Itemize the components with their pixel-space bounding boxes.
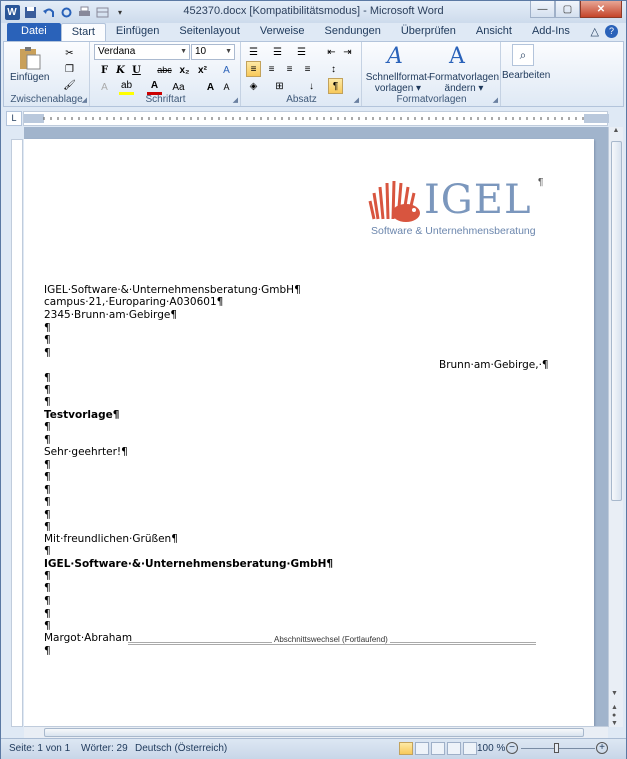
paragraph-line: ¶ (44, 396, 51, 408)
paragraph-line: Mit·freundlichen·Grüßen¶ (44, 533, 178, 545)
highlight-icon[interactable]: ab (119, 79, 134, 95)
paragraph-line: ¶ (44, 322, 51, 334)
paragraph-launcher-icon[interactable]: ◢ (353, 97, 359, 104)
bold-button[interactable]: F (100, 64, 109, 76)
paragraph-line: IGEL·Software·&·Unternehmensberatung·GmbH¶ (44, 284, 301, 296)
strikethrough-button[interactable]: abc (157, 65, 172, 75)
vertical-ruler[interactable] (11, 139, 23, 727)
sort-icon[interactable]: ↓ (309, 80, 314, 92)
align-right-button[interactable]: ≡ (286, 63, 293, 75)
change-styles-button[interactable]: Formatvorlagen ändern ▾ (429, 72, 500, 94)
paragraph-line: ¶ (44, 347, 51, 359)
change-styles-icon[interactable]: A (449, 44, 465, 69)
document-page[interactable] (24, 139, 594, 726)
paragraph-line: ¶ (44, 645, 51, 657)
window-title: 452370.docx [Kompatibilitätsmodus] - Microsoft Word (183, 5, 444, 17)
zoom-in-icon[interactable]: + (596, 742, 608, 754)
paragraph-line: 2345·Brunn·am·Gebirge¶ (44, 309, 177, 321)
italic-button[interactable]: K (116, 64, 125, 76)
line-spacing-icon[interactable]: ↕ (331, 63, 336, 75)
numbering-icon[interactable]: ☰ (273, 46, 282, 58)
font-launcher-icon[interactable]: ◢ (232, 97, 238, 104)
paragraph-line: ¶ (44, 509, 51, 521)
window-controls (530, 1, 622, 18)
igel-logo (368, 177, 558, 239)
logo-wordmark: IGEL (424, 177, 532, 223)
ribbon-tabs (1, 23, 626, 42)
minimize-ribbon-icon[interactable]: △ (590, 26, 599, 38)
quick-styles-icon[interactable]: A (387, 44, 403, 69)
paragraph-line: ¶ (44, 384, 51, 396)
maximize-button[interactable]: ▢ (555, 1, 580, 18)
multilevel-list-icon[interactable]: ☰ (297, 46, 306, 58)
view-buttons (399, 742, 477, 755)
font-label: Schriftart (145, 94, 186, 105)
close-button[interactable]: ✕ (580, 1, 622, 18)
status-bar (1, 738, 626, 759)
print-layout-icon[interactable] (399, 742, 413, 755)
paragraph-line: ¶ (44, 459, 51, 471)
zoom-level[interactable]: 100 % (477, 743, 506, 754)
paste-icon[interactable] (18, 45, 42, 74)
paragraph-line: ¶ (44, 471, 51, 483)
paragraph-line: campus·21,·Europaring·A030601¶ (44, 296, 224, 308)
clear-formatting-icon[interactable]: A (223, 64, 230, 76)
paragraph-line: ¶ (44, 521, 51, 533)
section-break-label: Abschnittswechsel (Fortlaufend) (274, 635, 388, 644)
styles-group (363, 42, 501, 106)
vertical-scroll-thumb[interactable] (611, 141, 622, 501)
horizontal-scrollbar[interactable] (24, 726, 608, 738)
document-area (24, 127, 608, 726)
show-formatting-button[interactable]: ¶ (328, 78, 343, 94)
date-line: Brunn·am·Gebirge,·¶ (439, 359, 549, 371)
binoculars-icon[interactable]: ⌕ (512, 44, 534, 66)
draft-icon[interactable] (463, 742, 477, 755)
copy-icon[interactable]: ❐ (65, 63, 74, 75)
clipboard-label: Zwischenablage (10, 94, 83, 105)
paragraph-line: ¶ (44, 496, 51, 508)
paste-button[interactable]: Einfügen (10, 72, 50, 83)
justify-button[interactable]: ≡ (304, 63, 311, 75)
tab-selector[interactable]: L (6, 111, 22, 126)
font-group (91, 42, 241, 106)
paragraph-line: ¶ (44, 582, 51, 594)
editing-button[interactable]: Bearbeiten (502, 70, 551, 81)
tab-add-ins[interactable]: Add-Ins (531, 25, 570, 37)
quick-styles-button[interactable]: Schnellformat- vorlagen ▾ (365, 72, 431, 94)
superscript-button[interactable]: x² (198, 64, 207, 76)
text-effects-icon[interactable]: A (101, 81, 108, 93)
decrease-indent-icon[interactable]: ⇤ (327, 46, 336, 58)
paragraph-line: Testvorlage¶ (44, 409, 120, 421)
paragraph-line: ¶ (44, 608, 51, 620)
ribbon-help-area (591, 25, 618, 38)
full-screen-reading-icon[interactable] (415, 742, 429, 755)
page-count[interactable]: Seite: 1 von 1 (9, 743, 71, 754)
underline-button[interactable]: U (132, 64, 141, 76)
paragraph-group (242, 42, 362, 106)
logo-subtitle: Software & Unternehmensberatung (371, 225, 536, 237)
styles-launcher-icon[interactable]: ◢ (492, 97, 498, 104)
font-color-icon[interactable]: A (147, 79, 162, 95)
paragraph-line: ¶ (44, 434, 51, 446)
paragraph-line: ¶ (44, 545, 51, 557)
grow-font-icon[interactable]: A (206, 81, 215, 93)
paragraph-line: ¶ (44, 484, 51, 496)
next-page-icon[interactable]: ▼ (611, 720, 618, 727)
tab-start[interactable]: Start (61, 23, 106, 42)
zoom-out-icon[interactable]: − (506, 742, 518, 754)
zoom-slider-thumb[interactable] (554, 743, 559, 753)
tab-ansicht[interactable]: Ansicht (475, 25, 512, 37)
paragraph-line: IGEL·Software·&·Unternehmensberatung·GmbH¶ (44, 558, 334, 570)
vertical-scrollbar[interactable] (608, 127, 623, 727)
title-bar (1, 1, 626, 23)
shading-icon[interactable]: ◈ (249, 80, 258, 92)
align-left-button[interactable]: ≡ (246, 61, 261, 77)
shrink-font-icon[interactable]: A (223, 82, 230, 92)
paragraph-line: ¶ (44, 620, 51, 632)
tab-seitenlayout[interactable]: Seitenlayout (179, 25, 240, 37)
ribbon (3, 41, 624, 107)
logo-paragraph-mark: ¶ (538, 177, 544, 188)
paragraph-line: ¶ (44, 595, 51, 607)
align-center-button[interactable]: ≡ (268, 63, 275, 75)
paragraph-line: ¶ (44, 334, 51, 346)
help-icon[interactable]: ? (605, 25, 618, 38)
language[interactable]: Deutsch (Österreich) (135, 743, 228, 754)
tab-verweise[interactable]: Verweise (259, 25, 305, 37)
customize-qat-icon[interactable]: ▾ (117, 7, 122, 17)
increase-indent-icon[interactable]: ⇥ (343, 46, 352, 58)
scroll-down-icon[interactable]: ▼ (611, 690, 618, 697)
tab-einfuegen[interactable]: Einfügen (115, 25, 160, 37)
tab-ueberpruefen[interactable]: Überprüfen (400, 25, 456, 37)
borders-icon[interactable]: ⊞ (275, 80, 284, 92)
word-logo-icon[interactable]: W (4, 4, 20, 20)
format-painter-icon[interactable]: 🖌 (63, 79, 76, 91)
font-size-combo[interactable]: 10 ▼ (191, 44, 235, 60)
previous-page-icon[interactable]: ▲ (611, 704, 618, 711)
browse-object-icon[interactable]: ● (612, 712, 617, 719)
minimize-button[interactable]: — (530, 1, 555, 18)
paragraph-line: ¶ (44, 372, 51, 384)
bullets-icon[interactable]: ☰ (249, 46, 258, 58)
paragraph-line: Sehr·geehrter!¶ (44, 446, 128, 458)
paragraph-line: ¶ (44, 421, 51, 433)
word-count[interactable]: Wörter: 29 (81, 743, 128, 754)
outline-icon[interactable] (447, 742, 461, 755)
tab-datei[interactable]: Datei (7, 23, 61, 42)
horizontal-scroll-thumb[interactable] (44, 728, 584, 737)
hedgehog-logo-icon (368, 179, 424, 225)
font-name-combo[interactable]: Verdana ▼ (94, 44, 190, 60)
tab-sendungen[interactable]: Sendungen (324, 25, 381, 37)
clipboard-launcher-icon[interactable]: ◢ (81, 97, 87, 104)
web-layout-icon[interactable] (431, 742, 445, 755)
paragraph-line: Margot·Abraham (44, 632, 133, 644)
scroll-up-icon[interactable]: ▲ (612, 127, 620, 134)
paragraph-label: Absatz (286, 94, 317, 105)
change-case-icon[interactable]: Aa (172, 81, 185, 93)
subscript-button[interactable]: x₂ (179, 64, 190, 76)
clipboard-group (4, 42, 90, 106)
styles-label: Formatvorlagen (396, 94, 467, 105)
cut-icon[interactable]: ✂ (65, 47, 74, 59)
editing-group (502, 42, 552, 106)
paragraph-line: ¶ (44, 570, 51, 582)
horizontal-ruler[interactable] (23, 111, 608, 126)
